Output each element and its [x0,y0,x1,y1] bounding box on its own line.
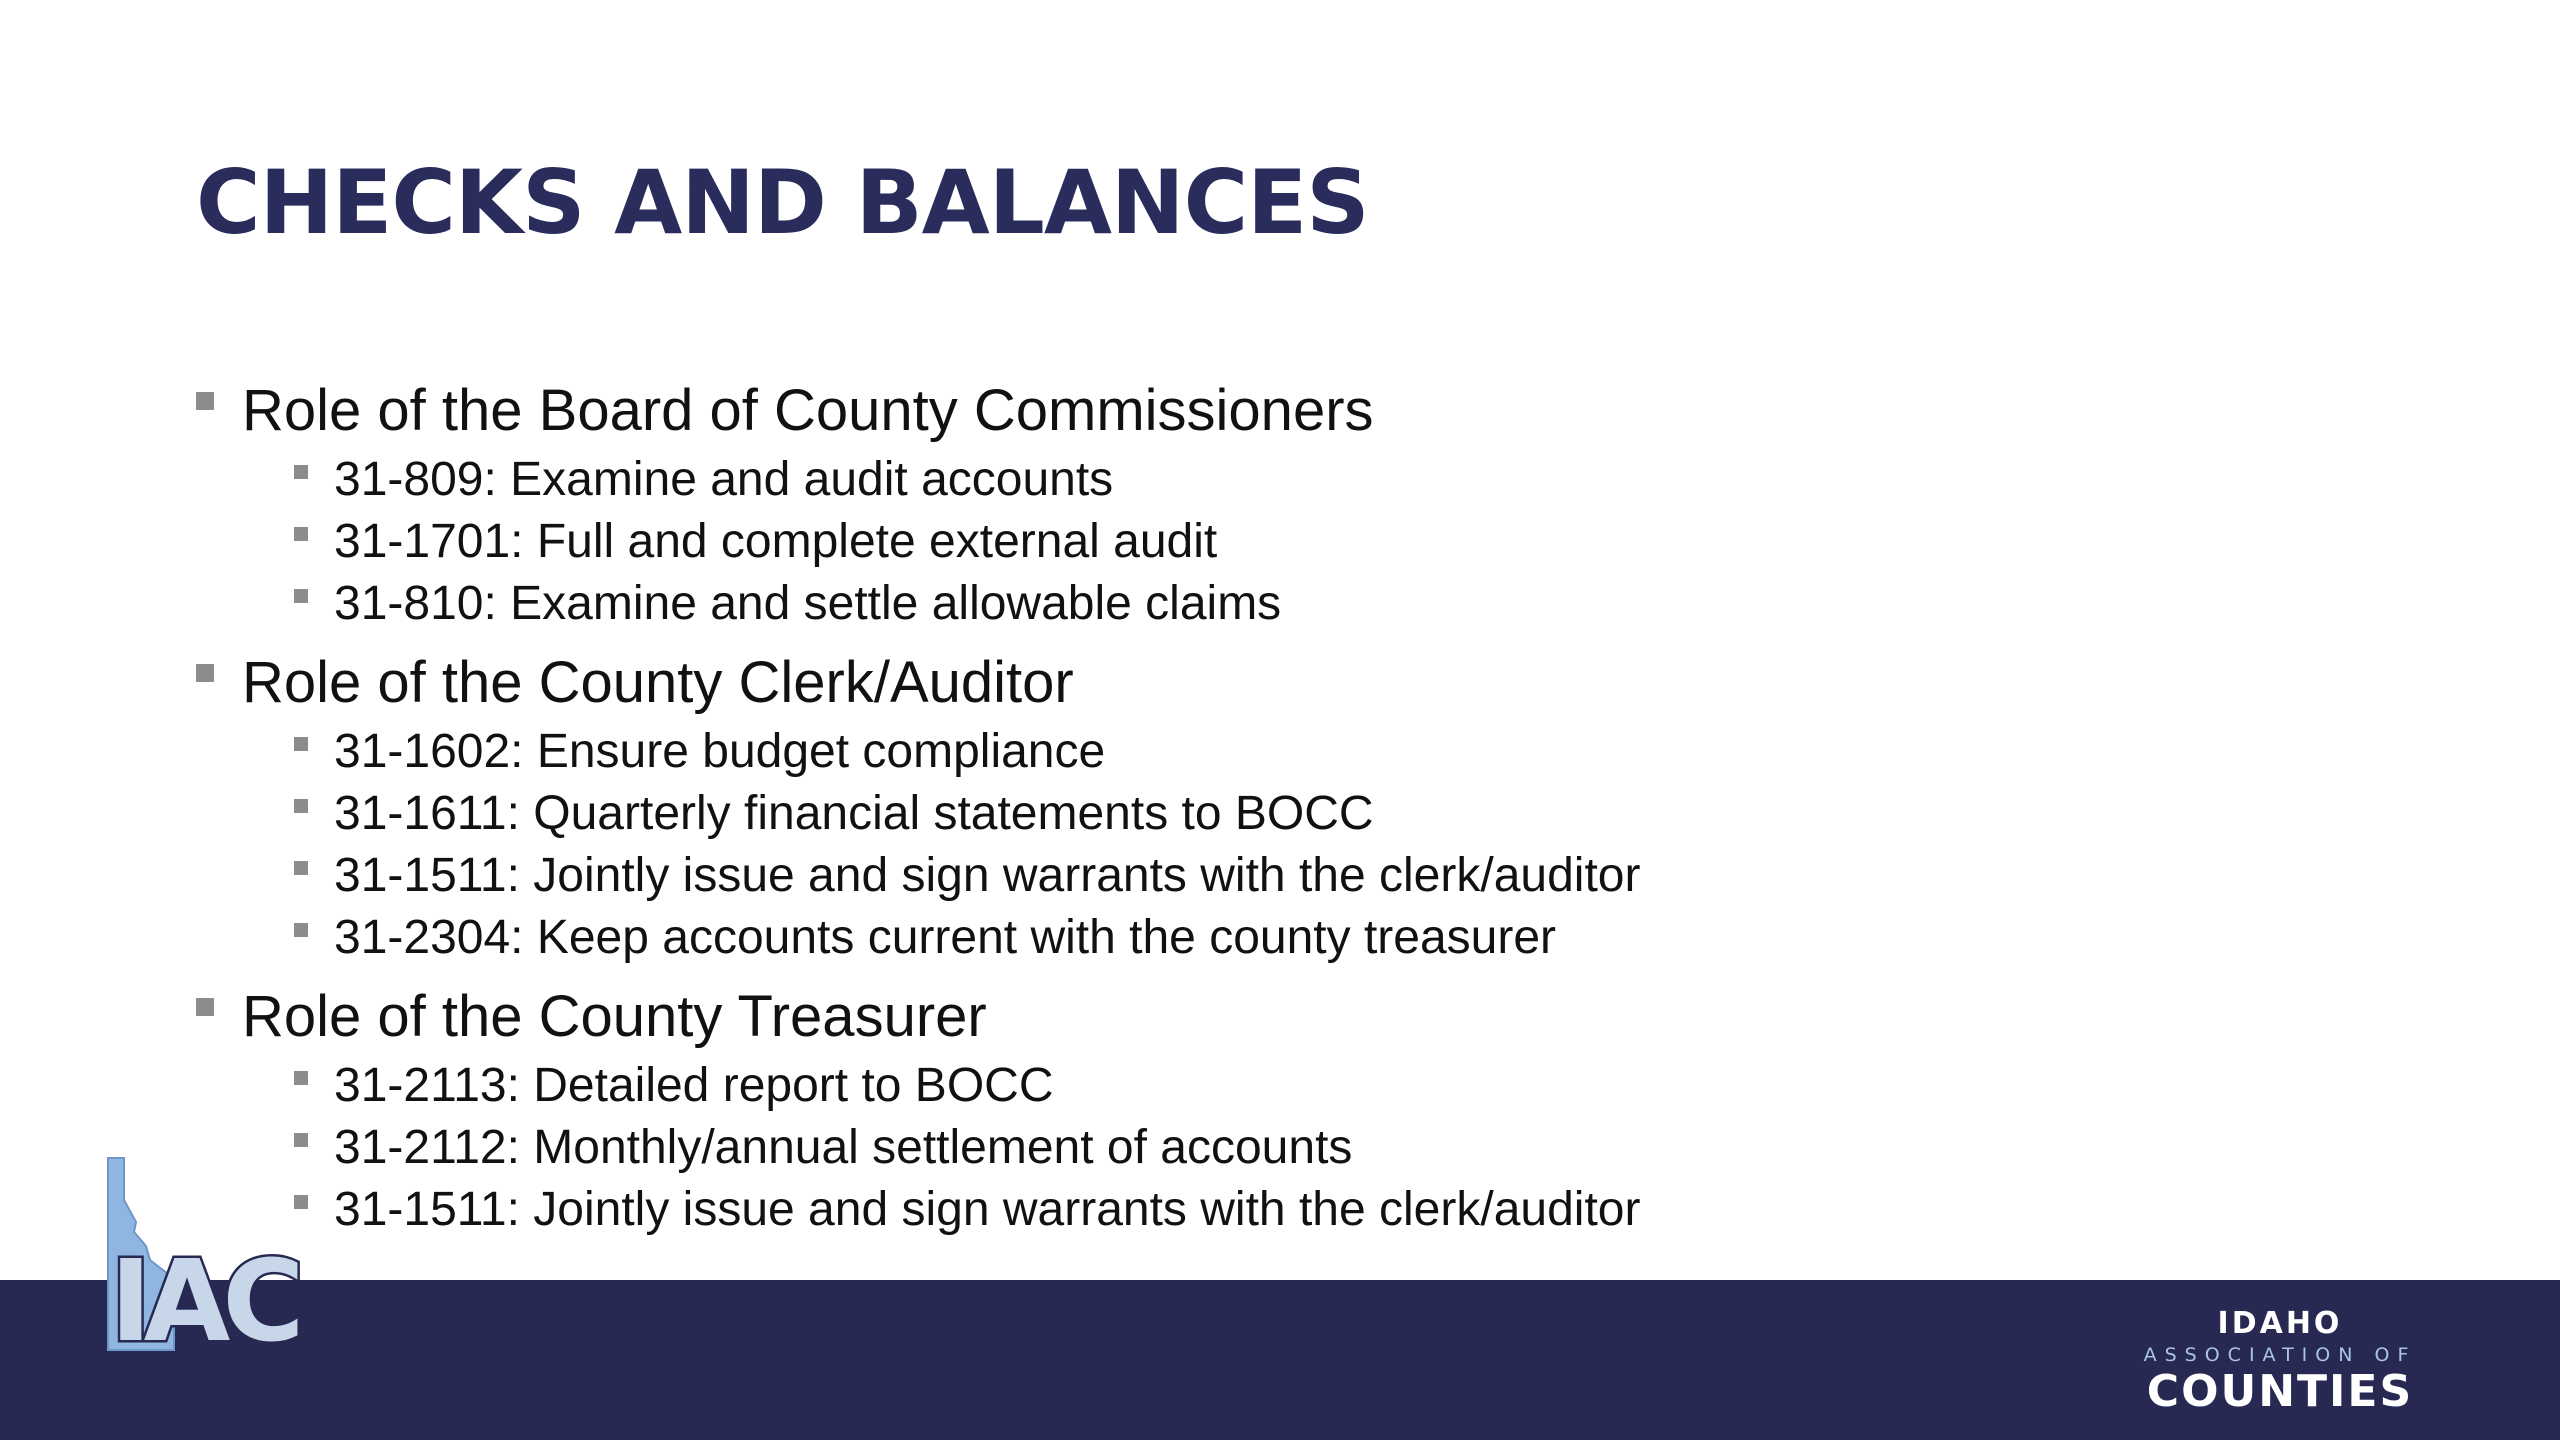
list-item [196,448,2296,510]
square-bullet-icon [294,737,308,751]
square-bullet-icon [196,664,214,682]
square-bullet-icon [294,527,308,541]
idaho-association-of-counties-logo [2130,1306,2430,1416]
list-item [196,1116,2296,1178]
footer-logo-line3: COUNTIES [2146,1366,2414,1417]
footer-logo-line1: IDAHO [2217,1306,2343,1341]
square-bullet-icon [294,799,308,813]
slide-title: CHECKS AND BALANCES [196,151,1369,254]
list-item [196,782,2296,844]
square-bullet-icon [294,1071,308,1085]
list-item [196,720,2296,782]
square-bullet-icon [294,1133,308,1147]
list-item [196,510,2296,572]
section-clerk-auditor [196,644,2296,968]
footer-logo-line2: ASSOCIATION OF [2143,1344,2417,1366]
section-heading-text: Role of the Board of County Commissioners [242,377,1374,443]
section-heading-text: Role of the County Clerk/Auditor [242,649,1074,715]
iac-logo [90,1150,340,1380]
list-item-text: 31-2113: Detailed report to BOCC [334,1058,1054,1112]
list-item-text: 31-1701: Full and complete external audit [334,514,1218,568]
list-item-text: 31-2112: Monthly/annual settlement of accounts [334,1120,1353,1174]
list-item-text: 31-2304: Keep accounts current with the county treasurer [334,910,1557,964]
list-item-text: 31-810: Examine and settle allowable claims [334,576,1282,630]
section-heading [196,644,2296,720]
square-bullet-icon [196,998,214,1016]
square-bullet-icon [294,465,308,479]
square-bullet-icon [294,923,308,937]
section-heading-text: Role of the County Treasurer [242,983,987,1049]
section-treasurer [196,978,2296,1240]
section-heading [196,978,2296,1054]
section-board-of-commissioners [196,372,2296,634]
square-bullet-icon [294,589,308,603]
bullet-list [196,372,2296,1250]
list-item-text: 31-1511: Jointly issue and sign warrants with the clerk/auditor [334,1182,1641,1236]
list-item [196,572,2296,634]
list-item [196,844,2296,906]
list-item-text: 31-1511: Jointly issue and sign warrants with the clerk/auditor [334,848,1641,902]
section-heading [196,372,2296,448]
list-item [196,1178,2296,1240]
list-item-text: 31-1611: Quarterly financial statements to BOCC [334,786,1374,840]
square-bullet-icon [294,861,308,875]
list-item-text: 31-809: Examine and audit accounts [334,452,1114,506]
list-item-text: 31-1602: Ensure budget compliance [334,724,1106,778]
list-item [196,906,2296,968]
iac-logo-text: IAC [110,1237,297,1367]
list-item [196,1054,2296,1116]
square-bullet-icon [196,392,214,410]
